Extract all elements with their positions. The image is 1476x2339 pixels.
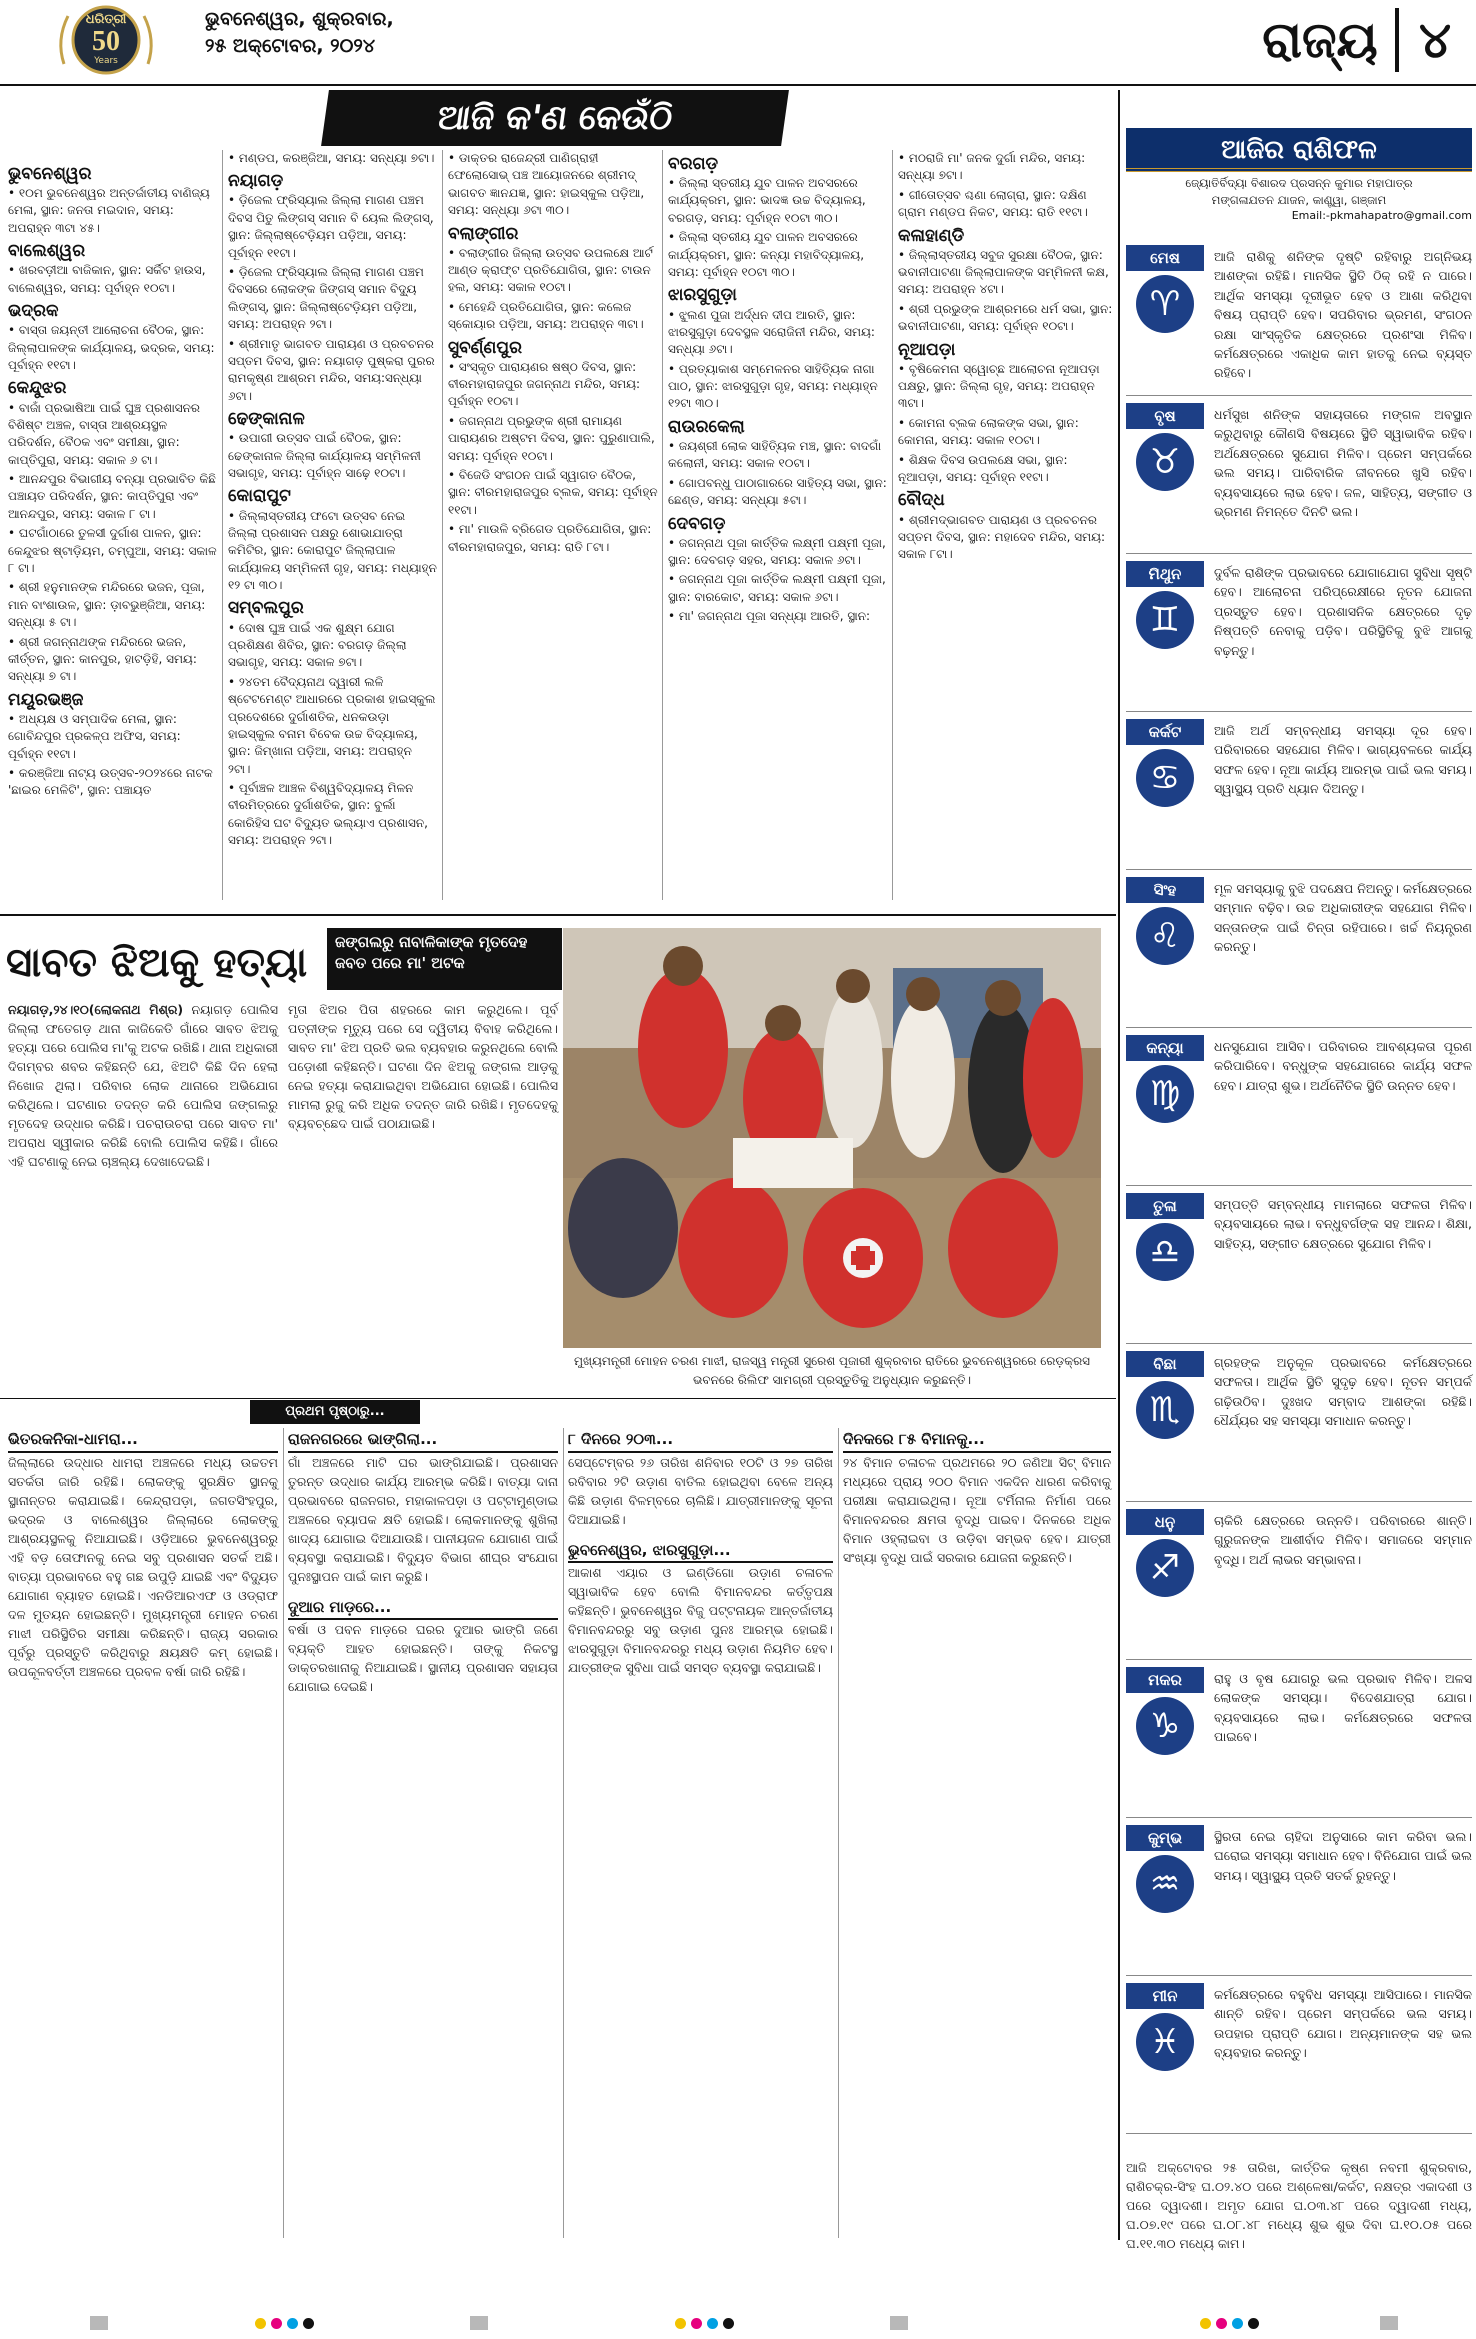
- story-kicker: ଜଙ୍ଗଲରୁ ନାବାଳିକାଙ୍କ ମୃତଦେହ ଜବତ ପରେ ମା' ଅଟକ: [327, 928, 562, 990]
- continued-text: ସେପ୍ଟେମ୍ବର ୨୬ ତାରିଖ ଶନିବାର ୧୦ଟି ଓ ୨୭ ତାରିଖ ରବିବାର ୨ଟି ଉଡ଼ାଣ ବାତିଲ ହୋଇଥିବା ବେଳେ ଅନ୍ୟ କିଛି ଉଡ଼ାଣ ବିଳମ୍ବରେ ଚାଲିଛି। ଯାତ୍ରୀମାନଙ୍କୁ ସୂଚନା ଦିଆଯାଇଛି।: [568, 1454, 833, 1527]
- event-item: • ଉପାଗୀ ଉତ୍ସବ ପାଇଁ ବୈଠକ, ସ୍ଥାନ: ଢେଙ୍କାନାଳ ଜିଲ୍ଲା କାର୍ଯ୍ୟାଳୟ ସମ୍ମିଳନୀ ସଭାଗୃହ, ସମୟ: ପୂର୍ବାହ୍ନ ସାଢ଼େ ୧୦ଟା।: [228, 430, 438, 482]
- sagittarius-icon-glyph: ♐: [1149, 1548, 1181, 1588]
- author-address: ମଙ୍ଗଳାଯତନ ଯାଜନ, କାଣ୍ଡ୍ୱା, ଗଞ୍ଜାମ: [1211, 192, 1387, 207]
- page-title-block: [1110, 2, 1470, 82]
- continued-headline: ଦିନକରେ ୮୫ ବିମାନକୁ...: [843, 1428, 1111, 1453]
- column-divider: [662, 150, 663, 900]
- leo-icon: [1136, 907, 1194, 965]
- color-dot: [255, 2318, 266, 2329]
- sign-label: ସିଂହ: [1126, 877, 1204, 903]
- event-item: • ବାଜାଁ ପ୍ରଭାଷିଆ ପାଇଁ ଘୁଞ୍ଚ ପ୍ରଶାସନର ବିଶିଷ୍ଟ ଅଞ୍ଚଳ, ବାସ୍ତା ଆଶ୍ରୟସ୍ଥଳ ପରିଦର୍ଶନ, ବୈଠକ ଏବଂ ସମୀକ୍ଷା, ସ୍ଥାନ: କାପ୍ତିପୁରା, ସମୟ: ସକାଳ ୬ ଟା।: [8, 400, 218, 470]
- event-item: • ଜୟଶ୍ରୀ ଲୋକ ସାହିତ୍ୟିକ ମଞ୍ଚ, ସ୍ଥାନ: ବାଦଗାଁ କଲୋନୀ, ସମୟ: ସକାଳ ୧୦ଟା।: [668, 438, 888, 473]
- column-divider: [283, 1428, 284, 2238]
- color-dot: [1200, 2318, 1211, 2329]
- aquarius-icon-glyph: ♒: [1149, 1864, 1181, 1904]
- sign-separator: [1126, 1027, 1472, 1028]
- title-divider: [1395, 8, 1399, 72]
- event-item: • ଗୀତୋତ୍ସବ ଶ୍ଚଣା ଲୋଗ୍ରା, ସ୍ଥାନ: ଦକ୍ଷିଣ ଗ୍ରାମ ମଣ୍ଡପ ନିକଟ, ସମୟ: ରାତି ୧୧ଟା।: [898, 187, 1113, 222]
- horoscope-sign: [1126, 877, 1472, 1029]
- color-dot: [287, 2318, 298, 2329]
- horoscope-sign: [1126, 1351, 1472, 1503]
- events-column-1: [8, 160, 218, 900]
- grey-mark: [890, 2316, 908, 2330]
- libra-icon-glyph: ♎: [1149, 1232, 1181, 1272]
- column-divider: [892, 150, 893, 900]
- aries-icon-glyph: ♈: [1149, 284, 1181, 324]
- continued-headline: ରାଜନଗରରେ ଭାଙ୍ଗିଲା...: [288, 1428, 558, 1453]
- event-item: • ପ୍ରତ୍ୟାକାଶ ସମ୍ମେଳନର ସାହିତ୍ୟିକ ନାଗା ପାଠ, ସ୍ଥାନ: ଝାରସୁଗୁଡ଼ା ଗୃହ, ସମୟ: ମଧ୍ୟାହ୍ନ ୧୨ଟା ୩୦।: [668, 361, 888, 413]
- continued-rule: [0, 1398, 1116, 1399]
- continued-column-4: [843, 1428, 1111, 2238]
- column-divider: [222, 150, 223, 900]
- event-item: • ଶ୍ରୀ ହନୁମାନଙ୍କ ମନ୍ଦିରରେ ଭଜନ, ପୂଜା, ମାନ ବାଂଶାଉଳ, ସ୍ଥାନ: ଡ଼ାବଭୁଞ୍ଜିଆ, ସମୟ: ସନ୍ଧ୍ୟା ୫ ଟା।: [8, 579, 218, 631]
- gemini-icon: [1136, 591, 1194, 649]
- capricorn-icon: [1136, 1697, 1194, 1755]
- sign-text: ମୂଳ ସମସ୍ୟାକୁ ବୁଝି ପଦକ୍ଷେପ ନିଅନ୍ତୁ। କର୍ମକ୍ଷେତ୍ରରେ ସମ୍ମାନ ବଢ଼ିବ। ଉଚ୍ଚ ଅଧିକାରୀଙ୍କ ସହଯୋଗ ମିଳିବ। ସନ୍ତାନଙ୍କ ପାଇଁ ଚିନ୍ତା ରହିପାରେ। ଖର୍ଚ୍ଚ ନିୟନ୍ତ୍ରଣ କରନ୍ତୁ।: [1214, 881, 1472, 955]
- event-item: • ବୃଷିକେମନା ସ୍ୱୋଚ୍ଛ ଆଲୋଚନା ନୂଆପଡ଼ା ପକ୍ଷରୁ, ସ୍ଥାନ: ଜିଲ୍ଲା ଗୃହ, ସମୟ: ଅପରାହ୍ନ ୩ଟା।: [898, 361, 1113, 413]
- event-item: • ଜିଲ୍ଲାସ୍ତରୀୟ ଫଟୋ ଉତ୍ସବ ନେଇ ଜିଲ୍ଲା ପ୍ରଶାସନ ପକ୍ଷରୁ ଶୋଭାଯାତ୍ରା କମିଟିର, ସ୍ଥାନ: କୋରାପୁଟ ଜିଲ୍ଲାପାଳ କାର୍ଯ୍ୟାଳୟ ସମ୍ମିଳନୀ ଗୃହ, ସମୟ: ମଧ୍ୟାହ୍ନ ୧୨ ଟା ୩୦।: [228, 508, 438, 595]
- libra-icon: [1136, 1223, 1194, 1281]
- story-body-1: ନୟାଗଡ଼ ପୋଲିସ ଜିଲ୍ଲା ଫତେଗଡ଼ ଥାନା କାଜିକେତି ଗାଁରେ ସାବତ ଝିଅକୁ ହତ୍ୟା ପରେ ପୋଲିସ ମା'କୁ ଅଟକ ରଖିଛି। ଥାନା ଅଧିକାରୀ ଦିଗମ୍ବର ଶବର କହିଛନ୍ତି ଯେ, ଝିଅଟି କିଛି ଦିନ ହେଲା ନିଖୋଜ ଥିଲା। ପରିବାର ଲୋକ ଥାନାରେ ଅଭିଯୋଗ କରିଥିଲେ। ଘଟଣାର ତଦନ୍ତ କରି ପୋଲିସ ଜଙ୍ଗଲରୁ ମୃତଦେହ ଉଦ୍ଧାର କରିଛି। ପଚରାଉଚରା ପରେ ସାବତ ମା' ଅପରାଧ ସ୍ୱୀକାର କରିଛି ବୋଲି ପୋଲିସ କହିଛି। ଗାଁରେ ଏହି ଘଟଣାକୁ ନେଇ ଚାଞ୍ଚଲ୍ୟ ଦେଖାଦେଇଛି।: [8, 1002, 278, 1169]
- sign-separator: [1126, 395, 1472, 396]
- sign-text: ଚାକିରି କ୍ଷେତ୍ରରେ ଉନ୍ନତି। ପରିବାରରେ ଶାନ୍ତି। ଗୁରୁଜନଙ୍କ ଆଶୀର୍ବାଦ ମିଳିବ। ସମାଜରେ ସମ୍ମାନ ବୃଦ୍ଧି। ଅର୍ଥ ଲାଭର ସମ୍ଭାବନା।: [1214, 1513, 1472, 1567]
- sign-label: କନ୍ୟା: [1126, 1035, 1204, 1061]
- continued-headline: ଦୁଆର ମାଡ଼ରେ...: [288, 1596, 558, 1621]
- grey-mark: [90, 2316, 108, 2330]
- event-city-heading: ଭଦ୍ରକ: [8, 301, 59, 322]
- author-email: Email:-pkmahapatro@gmail.com: [1291, 209, 1472, 223]
- continued-text: ଜିଲ୍ଲାରେ ଉଦ୍ଧାର ଧାମରା ଅଞ୍ଚଳରେ ମଧ୍ୟ ଉଚ୍ଚତମ ସତର୍କତା ଜାରି ରହିଛି। ଲୋକଙ୍କୁ ସୁରକ୍ଷିତ ସ୍ଥାନକୁ ସ୍ଥାନାନ୍ତର କରାଯାଇଛି। କେନ୍ଦ୍ରାପଡ଼ା, ଜଗତସିଂହପୁର, ଭଦ୍ରକ ଓ ବାଲେଶ୍ୱର ଜିଲ୍ଲାରେ ଲୋକଙ୍କୁ ଆଶ୍ରୟସ୍ଥଳକୁ ନିଆଯାଇଛି। ଓଡ଼ିଆରେ ଭୁବନେଶ୍ୱରରୁ ଏହି ବଡ଼ ତୋଫାନକୁ ନେଇ ସବୁ ପ୍ରଶାସନ ସତର୍କ ଅଛି। ବାତ୍ୟା ପ୍ରଭାବରେ ବହୁ ଗଛ ଉପୁଡ଼ି ଯାଇଛି ଏବଂ ବିଦ୍ୟୁତ ଯୋଗାଣ ବ୍ୟାହତ ହୋଇଛି। ଏନଡିଆରଏଫ ଓ ଓଡ୍ରାଫ ଦଳ ମୁତୟନ ହୋଇଛନ୍ତି। ମୁଖ୍ୟମନ୍ତ୍ରୀ ମୋହନ ଚରଣ ମାଝୀ ପରିସ୍ଥିତିର ସମୀକ୍ଷା କରିଛନ୍ତି। ରାଜ୍ୟ ସରକାର ପୂର୍ବରୁ ପ୍ରସ୍ତୁତି କରିଥିବାରୁ କ୍ଷୟକ୍ଷତି କମ୍ ହୋଇଛି। ଉପକୂଳବର୍ତ୍ତୀ ଅଞ୍ଚଳରେ ପ୍ରବଳ ବର୍ଷା ଜାରି ରହିଛି।: [8, 1454, 278, 1679]
- event-city-heading: ବଲାଙ୍ଗୀର: [448, 223, 519, 244]
- sign-separator: [1126, 711, 1472, 712]
- sign-text: କର୍ମକ୍ଷେତ୍ରରେ ବହୁବିଧ ସମସ୍ୟା ଆସିପାରେ। ମାନସିକ ଶାନ୍ତି ରହିବ। ପ୍ରେମ ସମ୍ପର୍କରେ ଭଲ ସମୟ। ଉପହାର ପ୍ରାପ୍ତି ଯୋଗ। ଅନ୍ୟମାନଙ୍କ ସହ ଭଲ ବ୍ୟବହାର କରନ୍ତୁ।: [1214, 1987, 1472, 2061]
- event-item: • ଦୋଷ ଘୁଞ୍ଚ ପାଇଁ ଏକ ଶୁକ୍ଷ୍ମ ଯୋଗ ପ୍ରଶିକ୍ଷଣ ଶିବିର, ସ୍ଥାନ: ବରଗଡ଼ ଜିଲ୍ଲା ସଭାଗୃହ, ସମୟ: ସକାଳ ୭ଟା।: [228, 620, 438, 672]
- event-item: • ୨୪ତମ ବୈଦ୍ୟନାଥ ଦ୍ୱାରୀ ଲଳି ଷ୍ଟେଟମେଣ୍ଟ ଆଧାରରେ ପ୍ରକାଶ ହାଇସ୍କୁଲ ପ୍ରଦେଶରେ ଦୁର୍ଗାଶତିକ, ଧନକଉଡ଼ା ହାଇସ୍କୁଲ ବନାମ ବିବେକ ଉଚ୍ଚ ବିଦ୍ୟାଳୟ, ସ୍ଥାନ: ଜିମ୍‌ଖାନା ପଡ଼ିଆ, ସମୟ: ଅପରାହ୍ନ ୨ଟା।: [228, 674, 438, 778]
- color-dot: [303, 2318, 314, 2329]
- sign-separator: [1126, 1185, 1472, 1186]
- virgo-icon: [1136, 1065, 1194, 1123]
- sign-label: ମକର: [1126, 1667, 1204, 1693]
- color-dot: [675, 2318, 686, 2329]
- date-line-1: ଭୁବନେଶ୍ୱର, ଶୁକ୍ରବାର,: [205, 8, 394, 30]
- event-city-heading: ଝାରସୁଗୁଡ଼ା: [668, 285, 737, 306]
- color-dot: [723, 2318, 734, 2329]
- sign-separator: [1126, 869, 1472, 870]
- event-city-heading: ଢେଙ୍କାନାଳ: [228, 409, 305, 430]
- event-city-heading: ଦେବଗଡ଼: [668, 513, 726, 534]
- event-city-heading: ସୁବର୍ଣ୍ଣପୁର: [448, 337, 522, 358]
- event-item: • ମା' ମାଉଳି ବ୍ରିଗେଡ ପ୍ରତିଯୋଗିତା, ସ୍ଥାନ: ବୀରମହାରାଜପୁର, ସମୟ: ରାତି ୮ଟା।: [448, 521, 658, 556]
- section-title: ରାଜ୍ୟ: [1262, 11, 1378, 69]
- cancer-icon: [1136, 749, 1194, 807]
- event-item: • ଖରବଡ଼ୀଆ ବାଜିକାନ, ସ୍ଥାନ: ସର୍କିଟ ହାଉସ, ବାଲେଶ୍ୱର, ସମୟ: ପୂର୍ବାହ୍ନ ୧୦ଟା।: [8, 262, 218, 297]
- horoscope-sign: [1126, 403, 1472, 555]
- pisces-icon: [1136, 2013, 1194, 2071]
- sign-separator: [1126, 1501, 1472, 1502]
- event-item: • ସଂସ୍କୃତ ପାରାୟଣର ଷଷ୍ଠ ଦିବସ, ସ୍ଥାନ: ବୀରମହାରାଜପୁର ଜଗନ୍ନାଥ ମନ୍ଦିର, ସମୟ: ପୂର୍ବାହ୍ନ ୧୦ଟା।: [448, 359, 658, 411]
- event-item: • ମଠରାଜି ମା' ଜନକ ଦୁର୍ଗା ମନ୍ଦିର, ସମୟ: ସନ୍ଧ୍ୟା ୭ଟା।: [898, 150, 1113, 185]
- event-item: • ୧୦ମ ଭୁବନେଶ୍ୱର ଅନ୍ତର୍ଜାତୀୟ ବାଣିଜ୍ୟ ମେଳା, ସ୍ଥାନ: ଜନତା ମଇଦାନ, ସମୟ: ଅପରାହ୍ନ ୩ଟା ୪୫।: [8, 185, 218, 237]
- event-item: • ଡ଼ିଜେଲ ଫ୍ରିସ୍ୟାଲ ଜିଲ୍ଲା ମାଗଣ ପଞ୍ଚମ ଦିବସ ପିତୁ ଲିଙ୍ଗସ୍ ସମାନ ବି ୟେଲ ଲିଙ୍ଗସ୍, ସ୍ଥାନ: ଜିଲ୍ଲାଷ୍ଟେଡ଼ିୟମ ପଡ଼ିଆ, ସମୟ: ପୂର୍ବାହ୍ନ ୧୧ଟା।: [228, 192, 438, 262]
- story-byline: ନୟାଗଡ଼,୨୪।୧୦(ଲୋକନାଥ ମିଶ୍ର): [8, 1002, 184, 1017]
- event-city-heading: ସମ୍ବଲପୁର: [228, 598, 304, 619]
- sign-label: କର୍କଟ: [1126, 719, 1204, 745]
- capricorn-icon-glyph: ♑: [1149, 1706, 1181, 1746]
- sign-text: ସମ୍ପତ୍ତି ସମ୍ବନ୍ଧୀୟ ମାମଲାରେ ସଫଳତା ମିଳିବ। ବ୍ୟବସାୟରେ ଲାଭ। ବନ୍ଧୁବର୍ଗଙ୍କ ସହ ଆନନ୍ଦ। ଶିକ୍ଷା, ସାହିତ୍ୟ, ସଙ୍ଗୀତ କ୍ଷେତ୍ରରେ ସୁଯୋଗ ମିଳିବ।: [1214, 1197, 1472, 1251]
- story-body-2: ମୃତା ଝିଅର ପିତା ଶହରରେ କାମ କରୁଥିଲେ। ପୂର୍ବ ପତ୍ନୀଙ୍କ ମୃତ୍ୟୁ ପରେ ସେ ଦ୍ୱିତୀୟ ବିବାହ କରିଥିଲେ। ସାବତ ମା' ଝିଅ ପ୍ରତି ଭଲ ବ୍ୟବହାର କରୁନଥିଲେ ବୋଲି ପଡ଼ୋଶୀ କହିଛନ୍ତି। ଘଟଣା ଦିନ ଝିଅକୁ ଜଙ୍ଗଲ ଆଡ଼କୁ ନେଇ ହତ୍ୟା କରାଯାଇଥିବା ଅଭିଯୋଗ ହୋଇଛି। ପୋଲିସ ମାମଲା ରୁଜୁ କରି ଅଧିକ ତଦନ୍ତ ଜାରି ରଖିଛି। ମୃତଦେହକୁ ବ୍ୟବଚ୍ଛେଦ ପାଇଁ ପଠାଯାଇଛି।: [288, 1002, 558, 1131]
- event-item: • ପୂର୍ବାଞ୍ଚଳ ଆଞ୍ଚଳ ବିଶ୍ୱବିଦ୍ୟାଳୟ ମିଳନ ବୀରମିତ୍ରରେ ଦୁର୍ଗାଶତିକ, ସ୍ଥାନ: ବୁର୍ଲା କୋରିହିସ ଘଟ ବିଦ୍ୟୁତ ଭଲ୍ୟାଏ ପ୍ରଶାସନ, ସମୟ: ଅପରାହ୍ନ ୨ଟା।: [228, 780, 438, 850]
- continued-headline: ଭୁବନେଶ୍ୱର, ଝାରସୁଗୁଡ଼ା...: [568, 1539, 833, 1564]
- horoscope-sign: [1126, 1193, 1472, 1345]
- event-item: • କୋମନା ବ୍ଲକ ଲୋକଙ୍କ ସଭା, ସ୍ଥାନ: କୋମନା, ସମୟ: ସକାଳ ୧୦ଟା।: [898, 415, 1113, 450]
- scorpio-icon-glyph: ♏: [1149, 1390, 1181, 1430]
- page-number: ୪: [1418, 11, 1452, 69]
- relief-photo: [563, 928, 1101, 1348]
- continued-column-3: [568, 1428, 833, 2238]
- continued-text: ବର୍ଷା ଓ ପବନ ମାଡ଼ରେ ଘରର ଦୁଆର ଭାଙ୍ଗି ଜଣେ ବ୍ୟକ୍ତି ଆହତ ହୋଇଛନ୍ତି। ତାଙ୍କୁ ନିକଟସ୍ଥ ଡାକ୍ତରଖାନାକୁ ନିଆଯାଇଛି। ସ୍ଥାନୀୟ ପ୍ରଶାସନ ସହାୟତା ଯୋଗାଇ ଦେଇଛି।: [288, 1622, 558, 1694]
- horoscope-sign: [1126, 1825, 1472, 1977]
- sign-separator: [1126, 553, 1472, 554]
- continued-headline: ଭିତରକନିକା-ଧାମରା...: [8, 1428, 278, 1453]
- event-item: • ଜଗନ୍ନାଥ ପ୍ରଭୁଙ୍କ ଶ୍ରୀ ରାମାୟଣ ପାରାୟଣର ଅଷ୍ଟମ ଦିବସ, ସ୍ଥାନ: ପୁରୁଣାପାଲି, ସମୟ: ପୂର୍ବାହ୍ନ ୧୦ଟା।: [448, 413, 658, 465]
- event-item: • ଶ୍ରୀ ଜଗନ୍ନାଥଙ୍କ ମନ୍ଦିରରେ ଭଜନ, କୀର୍ତ୍ତନ, ସ୍ଥାନ: କାନପୁର, ହାଟଡ଼ିହି, ସମୟ: ସନ୍ଧ୍ୟା ୭ ଟା।: [8, 634, 218, 686]
- horoscope-sign: [1126, 719, 1472, 871]
- event-item: • ଜଗନ୍ନାଥ ପୂଜା କାର୍ତ୍ତିକ ଲକ୍ଷ୍ମୀ ପକ୍ଷ୍ମୀ ପୂଜା, ସ୍ଥାନ: ଦେବଗଡ଼ ସହର, ସମୟ: ସକାଳ ୬ଟା।: [668, 535, 888, 570]
- gemini-icon-glyph: ♊: [1149, 600, 1181, 640]
- color-dot: [1232, 2318, 1243, 2329]
- event-item: • ଝୁଲଣ ପୁଜା ଅର୍ଦ୍ଧନ ଦୀପ ଆରତି, ସ୍ଥାନ: ଝାରସୁଗୁଡ଼ା ଦେବସ୍ଥଳ ସରୋଜିନୀ ମନ୍ଦିର, ସମୟ: ସନ୍ଧ୍ୟା ୬ଟା।: [668, 307, 888, 359]
- event-city-heading: କଳାହାଣ୍ଡି: [898, 225, 965, 246]
- event-city-heading: ରାଉରକେଲା: [668, 416, 745, 437]
- horoscope-sign: [1126, 1035, 1472, 1187]
- horoscope-heading: ଆଜିର ରାଶିଫଳ: [1126, 128, 1472, 172]
- aries-icon: [1136, 275, 1194, 333]
- sign-separator: [1126, 2133, 1472, 2134]
- horoscope-sign: [1126, 245, 1472, 397]
- photo-caption: ମୁଖ୍ୟମନ୍ତ୍ରୀ ମୋହନ ଚରଣ ମାଝୀ, ରାଜସ୍ୱ ମନ୍ତ୍ରୀ ସୁରେଶ ପୂଜାରୀ ଶୁକ୍ରବାର ରାତିରେ ଭୁବନେଶ୍ୱରରେ ରେଡ଼କ୍ରସ ଭବନରେ ରିଲିଫ ସାମଗ୍ରୀ ପ୍ରସ୍ତୁତିକୁ ଅନୁଧ୍ୟାନ କରୁଛନ୍ତି।: [574, 1354, 1090, 1388]
- horoscope-sign: [1126, 1509, 1472, 1661]
- event-item: • ଡାକ୍ତର ରାଜେନ୍ଦ୍ରୀ ପାଣିଗ୍ରାହୀ ଫେଲୋସୋଭ୍ ପଞ୍ଚ ଆୟୋଜନରେ ଶ୍ରୀମଦ୍ ଭାଗବତ ଜ୍ଞାନଯଜ୍ଞ, ସ୍ଥାନ: ହାଇସ୍କୁଲ ପଡ଼ିଆ, ସମୟ: ସନ୍ଧ୍ୟା ୬ଟା ୩୦।: [448, 150, 658, 220]
- color-dot: [271, 2318, 282, 2329]
- logo-word: ଧରିତ୍ରୀ: [85, 12, 127, 27]
- events-column-2: [228, 150, 438, 900]
- masthead-rule: [0, 84, 1476, 86]
- event-city-heading: ନୟାଗଡ଼: [228, 171, 284, 192]
- horoscope-sign: [1126, 1983, 1472, 2135]
- color-dot: [1216, 2318, 1227, 2329]
- cancer-icon-glyph: ♋: [1149, 758, 1181, 798]
- event-item: • ବଲାଙ୍ଗୀର ଜିଲ୍ଲା ଉତ୍ସବ ଉପଲକ୍ଷେ ଆର୍ଟ ଆଣ୍ଡ କ୍ରାଫ୍ଟ ପ୍ରତିଯୋଗିତା, ସ୍ଥାନ: ଟାଉନ ହଲ, ସମୟ: ସକାଳ ୧୦ଟା।: [448, 245, 658, 297]
- event-city-heading: କେନ୍ଦୁଝର: [8, 378, 67, 399]
- section-rule: [0, 914, 1116, 916]
- taurus-icon: [1136, 433, 1194, 491]
- event-item: • ମଣ୍ଡପ, କରଞ୍ଜିଆ, ସମୟ: ସନ୍ଧ୍ୟା ୭ଟା।: [228, 150, 438, 167]
- newspaper-logo: [6, 4, 196, 76]
- story-headline: ସାବତ ଝିଅକୁ ହତ୍ୟା: [6, 940, 308, 986]
- sign-text: ଦୁର୍ବଳ ରାଶିଙ୍କ ପ୍ରଭାବରେ ଯୋଗାଯୋଗ ସୁବିଧା ସୃଷ୍ଟି ହେବ। ଆଲୋଚନା ପରିପ୍ରେକ୍ଷୀରେ ନୂତନ ଯୋଜନା ପ୍ରସ୍ତୁତ ହେବ। ପ୍ରଶାସନିକ କ୍ଷେତ୍ରରେ ଦୃଢ଼ ନିଷ୍ପତ୍ତି ନେବାକୁ ପଡ଼ିବ। ପରିସ୍ଥିତିକୁ ବୁଝି ଆଗକୁ ବଢ଼ନ୍ତୁ।: [1214, 565, 1472, 658]
- event-city-heading: ବରଗଡ଼: [668, 154, 719, 174]
- sign-label: ମିଥୁନ: [1126, 561, 1204, 587]
- horoscope-sign: [1126, 1667, 1472, 1819]
- sign-text: ଧନସୁଯୋଗ ଆସିବ। ପରିବାରର ଆବଶ୍ୟକତା ପୂରଣ କରିପାରିବେ। ବନ୍ଧୁଙ୍କ ସହଯୋଗରେ କାର୍ଯ୍ୟ ସଫଳ ହେବ। ଯାତ୍ରା ଶୁଭ। ଅର୍ଥନୈତିକ ସ୍ଥିତି ଉନ୍ନତ ହେବ।: [1214, 1039, 1472, 1093]
- event-item: • ଜିଲ୍ଲା ସ୍ତରୀୟ ଯୁବ ପାଳନ ଅବସରରେ କାର୍ଯ୍ୟକ୍ରମ, ସ୍ଥାନ: ଭାଦଜ୍ଞ ଉଚ୍ଚ ବିଦ୍ୟାଳୟ, ବରଗଡ଼, ସମୟ: ପୂର୍ବାହ୍ନ ୧୦ଟା ୩୦।: [668, 175, 888, 227]
- event-item: • ଜିଲ୍ଲାସ୍ତରୀୟ ସବୁଜ ସୁରକ୍ଷା ବୈଠକ, ସ୍ଥାନ: ଭବାନୀପାଟଣା ଜିଲ୍ଲାପାଳଙ୍କ ସମ୍ମିଳନୀ କକ୍ଷ, ସମୟ: ଅପରାହ୍ନ ୪ଟା।: [898, 247, 1113, 299]
- sign-text: ସ୍ଥିରତା ନେଇ ଚାହିଦା ଅନୁସାରେ କାମ କରିବା ଭଲ। ଘରୋଇ ସମସ୍ୟା ସମାଧାନ ହେବ। ବିନିଯୋଗ ପାଇଁ ଭଲ ସମୟ। ସ୍ୱାସ୍ଥ୍ୟ ପ୍ରତି ସତର୍କ ରୁହନ୍ତୁ।: [1214, 1829, 1472, 1883]
- sign-text: ଆଜି ଅର୍ଥ ସମ୍ବନ୍ଧୀୟ ସମସ୍ୟା ଦୂର ହେବ। ପରିବାରରେ ସହଯୋଗ ମିଳିବ। ଭାଗ୍ୟବଳରେ କାର୍ଯ୍ୟ ସଫଳ ହେବ। ନୂଆ କାର୍ଯ୍ୟ ଆରମ୍ଭ ପାଇଁ ଭଲ ସମୟ। ସ୍ୱାସ୍ଥ୍ୟ ପ୍ରତି ଧ୍ୟାନ ଦିଅନ୍ତୁ।: [1214, 723, 1472, 797]
- continued-text: ଗାଁ ଅଞ୍ଚଳରେ ମାଟି ଘର ଭାଙ୍ଗିଯାଇଛି। ପ୍ରଶାସନ ତୁରନ୍ତ ଉଦ୍ଧାର କାର୍ଯ୍ୟ ଆରମ୍ଭ କରିଛି। ବାତ୍ୟା ଦାନା ପ୍ରଭାବରେ ରାଜନଗର, ମହାକାଳପଡ଼ା ଓ ପଟ୍ଟାମୁଣ୍ଡାଇ ଅଞ୍ଚଳରେ ବ୍ୟାପକ କ୍ଷତି ହୋଇଛି। ଲୋକମାନଙ୍କୁ ଶୁଖିଲା ଖାଦ୍ୟ ଯୋଗାଇ ଦିଆଯାଉଛି। ପାନୀୟଜଳ ଯୋଗାଣ ପାଇଁ ବ୍ୟବସ୍ଥା କରାଯାଇଛି। ବିଦ୍ୟୁତ ବିଭାଗ ଶୀଘ୍ର ସଂଯୋଗ ପୁନଃସ୍ଥାପନ ପାଇଁ କାମ କରୁଛି।: [288, 1454, 558, 1584]
- column-divider: [442, 150, 443, 900]
- sign-separator: [1126, 1343, 1472, 1344]
- sign-label: ତୁଳା: [1126, 1193, 1204, 1219]
- continued-text: ଆକାଶ ଏୟାର ଓ ଇଣ୍ଡିଗୋ ଉଡ଼ାଣ ଚଳାଚଳ ସ୍ୱାଭାବିକ ହେବ ବୋଲି ବିମାନବନ୍ଦର କର୍ତ୍ତୃପକ୍ଷ କହିଛନ୍ତି। ଭୁବନେଶ୍ୱର ବିଜୁ ପଟ୍ଟନାୟକ ଆନ୍ତର୍ଜାତୀୟ ବିମାନବନ୍ଦରରୁ ସବୁ ଉଡ଼ାଣ ପୁନଃ ଆରମ୍ଭ ହୋଇଛି। ଝାରସୁଗୁଡ଼ା ବିମାନବନ୍ଦରରୁ ମଧ୍ୟ ଉଡ଼ାଣ ନିୟମିତ ହେବ। ଯାତ୍ରୀଙ୍କ ସୁବିଧା ପାଇଁ ସମସ୍ତ ବ୍ୟବସ୍ଥା କରାଯାଇଛି।: [568, 1565, 833, 1675]
- color-dot: [691, 2318, 702, 2329]
- event-item: • କରଞ୍ଜିଆ ନାଟ୍ୟ ଉତ୍ସବ-୨୦୨୪ରେ ନାଟକ 'ଛାଇର ମେଳିଟି', ସ୍ଥାନ: ପଞ୍ଚାୟତ: [8, 765, 218, 800]
- date-line-2: ୨୫ ଅକ୍ଟୋବର, ୨୦୨୪: [205, 34, 376, 57]
- sign-label: ମୀନ: [1126, 1983, 1204, 2009]
- event-item: • ଶ୍ରୀମାତୃ ଭାଗବତ ପାରାୟଣ ଓ ପ୍ରବଚନର ସପ୍ତମ ଦିବସ, ସ୍ଥାନ: ନୟାଗଡ଼ ପୁଷ୍କରା ପୁରର ରାମକୃଷ୍ଣ ଆଶ୍ରମ ମନ୍ଦିର, ସମୟ:ସନ୍ଧ୍ୟା ୬ଟା।: [228, 336, 438, 406]
- sign-label: ମେଷ: [1126, 245, 1204, 271]
- horoscope-divider: [1118, 90, 1120, 2240]
- color-dot: [707, 2318, 718, 2329]
- logo-years: Years: [94, 56, 118, 66]
- event-city-heading: ବାଲେଶ୍ୱର: [8, 241, 86, 262]
- continued-column-2: [288, 1428, 558, 2238]
- events-column-3: [448, 150, 658, 900]
- grey-mark: [470, 2316, 488, 2330]
- sign-text: ଧର୍ମସୁଖ ଶନିଙ୍କ ସହାୟତାରେ ମଙ୍ଗଳ ଅବସ୍ଥାନ କରୁଥିବାରୁ କୌଣସି ବିଷୟରେ ସ୍ଥିତି ସ୍ୱାଭାବିକ ରହିବ। ଅର୍ଥକ୍ଷେତ୍ରରେ ସୁଯୋଗ ମିଳିବ। ପ୍ରେମ ସମ୍ପର୍କରେ ଭଲ ସମୟ। ପାରିବାରିକ ଜୀବନରେ ଖୁସି ରହିବ। ବ୍ୟବସାୟରେ ଲାଭ ହେବ। ଜଳ, ସାହିତ୍ୟ, ସଙ୍ଗୀତ ଓ ଭ୍ରମଣ ନିମନ୍ତେ ଦିନଟି ଭଲ।: [1214, 407, 1472, 519]
- event-item: • ଘଟଗାଁଠାରେ ତୁଳସୀ ଦୁର୍ଗାଶ ପାଳନ, ସ୍ଥାନ: କେନ୍ଦୁଝର ଷ୍ଟାଡ଼ିୟମ, ଚମ୍ପୁଆ, ସମୟ: ସକାଳ ୮ ଟା।: [8, 525, 218, 577]
- dateline: [205, 6, 435, 66]
- sagittarius-icon: [1136, 1539, 1194, 1597]
- sign-text: ଗ୍ରହଙ୍କ ଅନୁକୂଳ ପ୍ରଭାବରେ କର୍ମକ୍ଷେତ୍ରରେ ସଫଳତା। ଆର୍ଥିକ ସ୍ଥିତି ସୁଦୃଢ଼ ହେବ। ନୂତନ ସମ୍ପର୍କ ଗଢ଼ିଉଠିବ। ଦୁଃଖଦ ସମ୍ବାଦ ଆଶଙ୍କା ରହିଛି। ଧୈର୍ଯ୍ୟର ସହ ସମସ୍ୟା ସମାଧାନ କରନ୍ତୁ।: [1214, 1355, 1472, 1429]
- sign-separator: [1126, 1659, 1472, 1660]
- story-column-2: [288, 1000, 558, 1400]
- event-item: • ଆନନ୍ଦପୁର ବିଭାଗୀୟ ବନ୍ୟା ପ୍ରଭାବିତ କିଛି ପଞ୍ଚାୟତ ପରିଦର୍ଶନ, ସ୍ଥାନ: କାପ୍ତିପୁରା ଏବଂ ଆନନ୍ଦପୁର, ସମୟ: ସକାଳ ୮ ଟା।: [8, 471, 218, 523]
- event-item: • ଗୋପବନ୍ଧୁ ପାଠାଗାରରେ ସାହିତ୍ୟ ସଭା, ସ୍ଥାନ: ଛେଣ୍ଡ, ସମୟ: ସନ୍ଧ୍ୟା ୫ଟା।: [668, 475, 888, 510]
- event-item: • ଡ଼ିଜେଲ ଫ୍ରିସ୍ୟାଲ ଜିଲ୍ଲା ମାଗଣ ପଞ୍ଚମ ଦିବସରେ ଲୋକଙ୍କ ଜିଙ୍ଗସ୍ ସମାନ ବିଦ୍ୟୁ ଲିଙ୍ଗସ୍, ସ୍ଥାନ: ଜିଲ୍ଲାଷ୍ଟେଡ଼ିୟମ ପଡ଼ିଆ, ସମୟ: ଅପରାହ୍ନ ୨ଟା।: [228, 264, 438, 334]
- sign-text: ରାହୁ ଓ ବୃଷ ଯୋଗରୁ ଭଲ ପ୍ରଭାବ ମିଳିବ। ଅଳସ ଲୋକଙ୍କ ସମସ୍ୟା। ବିଦେଶଯାତ୍ରା ଯୋଗ। ବ୍ୟବସାୟରେ ଲାଭ। କର୍ମକ୍ଷେତ୍ରରେ ସଫଳତା ପାଇବେ।: [1214, 1671, 1472, 1745]
- event-city-heading: ବୌଦ୍ଧ: [898, 490, 945, 511]
- sign-separator: [1126, 1975, 1472, 1976]
- event-item: • ମେହେନ୍ଦି ପ୍ରତିଯୋଗିତା, ସ୍ଥାନ: କଲେଜ ସ୍କୋୟାର ପଡ଼ିଆ, ସମୟ: ଅପରାହ୍ନ ୩ଟା।: [448, 299, 658, 334]
- sign-label: ବିଛା: [1126, 1351, 1204, 1377]
- events-heading: ଆଜି କ'ଣ କେଉଁଠି: [321, 90, 789, 146]
- event-item: • ବାସ୍ତା ଜୟନ୍ତୀ ଆଲୋଚନା ବୈଠକ, ସ୍ଥାନ: ଜିଲ୍ଲାପାଳଙ୍କ କାର୍ଯ୍ୟାଳୟ, ଭଦ୍ରକ, ସମୟ: ପୂର୍ବାହ୍ନ ୧୧ଟା।: [8, 322, 218, 374]
- sign-separator: [1126, 1817, 1472, 1818]
- story-column-1: [8, 1000, 278, 1400]
- event-item: • ଶିକ୍ଷକ ଦିବସ ଉପଲକ୍ଷେ ସଭା, ସ୍ଥାନ: ନୂଆପଡ଼ା, ସମୟ: ପୂର୍ବାହ୍ନ ୧୧ଟା।: [898, 452, 1113, 487]
- scorpio-icon: [1136, 1381, 1194, 1439]
- event-item: • ଶ୍ରୀ ପ୍ରଭୁଙ୍କ ଆଶ୍ରମରେ ଧର୍ମ ସଭା, ସ୍ଥାନ: ଭବାନୀପାଟଣା, ସମୟ: ପୂର୍ବାହ୍ନ ୧୦ଟା।: [898, 301, 1113, 336]
- sign-label: କୁମ୍ଭ: [1126, 1825, 1204, 1851]
- column-divider: [563, 1428, 564, 2238]
- logo-number: 50: [92, 26, 120, 57]
- event-city-heading: କୋରାପୁଟ: [228, 486, 291, 507]
- continued-label: ପ୍ରଥମ ପୃଷ୍ଠାରୁ...: [250, 1400, 420, 1424]
- continued-column-1: [8, 1428, 278, 2238]
- virgo-icon-glyph: ♍: [1149, 1074, 1181, 1114]
- grey-mark: [1380, 2316, 1398, 2330]
- horoscope-author: [1126, 175, 1472, 235]
- event-city-heading: ମୟୂରଭଞ୍ଜ: [8, 689, 84, 710]
- leo-icon-glyph: ♌: [1149, 916, 1181, 956]
- sign-label: ବୃଷ: [1126, 403, 1204, 429]
- taurus-icon-glyph: ♉: [1149, 442, 1181, 482]
- horoscope-sign: [1126, 561, 1472, 713]
- event-item: • ଜଗନ୍ନାଥ ପୂଜା କାର୍ତ୍ତିକ ଲକ୍ଷ୍ମୀ ପକ୍ଷ୍ମୀ ପୂଜା, ସ୍ଥାନ: ବାରକୋଟ, ସମୟ: ସକାଳ ୬ଟା।: [668, 571, 888, 606]
- sign-label: ଧନୁ: [1126, 1509, 1204, 1535]
- event-item: • ଅଧ୍ୟକ୍ଷ ଓ ସମ୍ପାଦିକ ମେଳା, ସ୍ଥାନ: ଗୋବିନ୍ଦପୁର ପ୍ରକଳ୍ପ ଅଫିସ, ସମୟ: ପୂର୍ବାହ୍ନ ୧୧ଟା।: [8, 711, 218, 763]
- sign-text: ଆଜି ରାଶିକୁ ଶନିଙ୍କ ଦୃଷ୍ଟି ରହିବାରୁ ଅଗ୍ନିଭୟ ଆଶଙ୍କା ରହିଛି। ମାନସିକ ସ୍ଥିତି ଠିକ୍ ରହି ନ ପାରେ। ଆର୍ଥିକ ସମସ୍ୟା ଦୂରୀଭୂତ ହେବ ଓ ଆଶା କରିଥିବା ବିଷୟ ପ୍ରାପ୍ତି ହେବ। ସପରିବାର ଭ୍ରମଣ, ସଂଗଠନ ରକ୍ଷା ସାଂସ୍କୃତିକ କ୍ଷେତ୍ରରେ ପ୍ରଶଂସା ମିଳିବ। କର୍ମକ୍ଷେତ୍ରରେ ଏକାଧିକ କାମ ହାତକୁ ନେଇ ବ୍ୟସ୍ତ ରହିବେ।: [1214, 249, 1472, 381]
- pisces-icon-glyph: ♓: [1149, 2022, 1181, 2062]
- column-divider: [838, 1428, 839, 2238]
- event-item: • ମା' ଜଗନ୍ନାଥ ପୂଜା ସନ୍ଧ୍ୟା ଆରତି, ସ୍ଥାନ:: [668, 608, 888, 625]
- event-city-heading: ଭୁବନେଶ୍ୱର: [8, 164, 92, 184]
- event-item: • ଶ୍ରୀମଦ୍‌ଭାଗବତ ପାରାୟଣ ଓ ପ୍ରବଚନର ସପ୍ତମ ଦିବସ, ସ୍ଥାନ: ମହାଦେବ ମନ୍ଦିର, ସମୟ: ସକାଳ ୮ଟା।: [898, 512, 1113, 564]
- continued-headline: ୮ ଦିନରେ ୨୦୩...: [568, 1428, 833, 1453]
- author-name: ଜ୍ୟୋତିର୍ବିଦ୍ୟା ବିଶାରଦ ପ୍ରସନ୍ନ କୁମାର ମହାପାତ୍ର: [1185, 176, 1413, 190]
- events-column-4: [668, 150, 888, 900]
- event-city-heading: ନୂଆପଡ଼ା: [898, 339, 956, 360]
- aquarius-icon: [1136, 1855, 1194, 1913]
- color-dot: [1248, 2318, 1259, 2329]
- continued-text: ୨୪ ବିମାନ ଚଳାଚଳ ପ୍ରଥମରେ ୨୦ ଜଣିଆ ସିଟ୍ ବିମାନ ମଧ୍ୟରେ ପ୍ରାୟ ୨୦୦ ବିମାନ ଏକଦିନ ଧାରଣ କରିବାକୁ ପରୀକ୍ଷା କରାଯାଇଥିଲା। ନୂଆ ଟର୍ମିନାଲ ନିର୍ମାଣ ପରେ ବିମାନବନ୍ଦରର କ୍ଷମତା ବୃଦ୍ଧି ପାଇବ। ଦିନକରେ ଅଧିକ ବିମାନ ଓହ୍ଲାଇବା ଓ ଉଡ଼ିବା ସମ୍ଭବ ହେବ। ଯାତ୍ରୀ ସଂଖ୍ୟା ବୃଦ୍ଧି ପାଇଁ ସରକାର ଯୋଜନା କରୁଛନ୍ତି।: [843, 1454, 1111, 1565]
- event-item: • ଜିଲ୍ଲା ସ୍ତରୀୟ ଯୁବ ପାଳନ ଅବସରରେ କାର୍ଯ୍ୟକ୍ରମ, ସ୍ଥାନ: କନ୍ୟା ମହାବିଦ୍ୟାଳୟ, ସମୟ: ପୂର୍ବାହ୍ନ ୧୦ଟା ୩୦।: [668, 229, 888, 281]
- event-item: • ବିଜେଡି ସଂଗଠନ ପାଇଁ ସ୍ୱାଗତ ବୈଠକ, ସ୍ଥାନ: ବୀରମହାରାଜପୁର ବ୍ଲକ, ସମୟ: ପୂର୍ବାହ୍ନ ୧୧ଟା।: [448, 467, 658, 519]
- panchang-text: ଆଜି ଅକ୍ଟୋବର ୨୫ ତାରିଖ, କାର୍ତ୍ତିକ କୃଷ୍ଣ ନବମୀ ଶୁକ୍ରବାର, ରାଶିଚକ୍ର-ସିଂହ ଘ.୦୨.୪୦ ପରେ ଅଶ୍ଳେଷା/କର୍କଟ, ନକ୍ଷତ୍ର ଏକାଦଶୀ ଓ ପରେ ଦ୍ୱାଦଶୀ। ଅମୃତ ଯୋଗ ଘ.୦୩.୪୮ ପରେ ଦ୍ୱାଦଶୀ ମଧ୍ୟ, ଘ.୦୭.୧୯ ପରେ ଘ.୦୮.୪୮ ମଧ୍ୟେ ଶୁଭ ଶୁଭ ଦିବା ଘ.୧୦.୦୫ ପରେ ଘ.୧୧.୩୦ ମଧ୍ୟେ କାମ।: [1126, 2160, 1472, 2251]
- events-column-5: [898, 150, 1113, 900]
